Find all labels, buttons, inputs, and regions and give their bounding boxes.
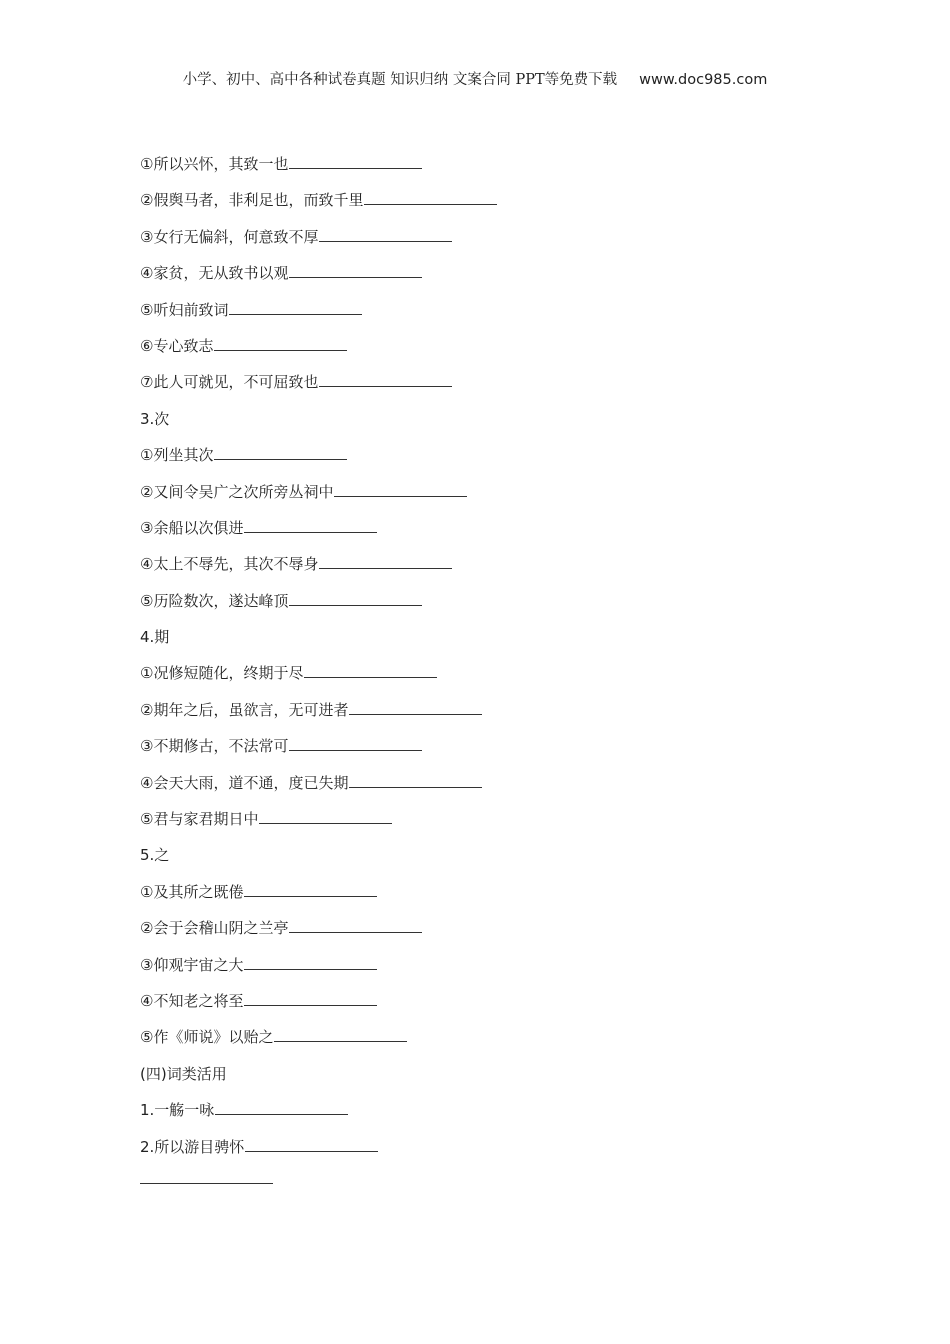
page-header bbox=[0, 68, 950, 89]
exercise-item bbox=[140, 910, 860, 946]
section-heading bbox=[140, 1056, 860, 1092]
answer-blank[interactable] bbox=[244, 531, 377, 533]
section-heading bbox=[140, 837, 860, 873]
answer-blank[interactable] bbox=[334, 495, 467, 497]
exercise-item bbox=[140, 874, 860, 910]
answer-blank[interactable] bbox=[274, 1040, 407, 1042]
answer-blank[interactable] bbox=[319, 385, 452, 387]
answer-blank[interactable] bbox=[319, 567, 452, 569]
answer-blank[interactable] bbox=[214, 349, 347, 351]
item-text: ①所以兴怀，其致一也 bbox=[140, 155, 289, 173]
item-text: ⑥专心致志 bbox=[140, 336, 214, 355]
exercise-item bbox=[140, 728, 860, 764]
item-text: ⑤历险数次，遂达峰顶 bbox=[140, 591, 289, 610]
answer-blank-standalone[interactable] bbox=[140, 1169, 860, 1188]
answer-blank[interactable] bbox=[319, 240, 452, 242]
exercise-item bbox=[140, 947, 860, 983]
exercise-item bbox=[140, 692, 860, 728]
exercise-item bbox=[140, 292, 860, 328]
section-heading bbox=[140, 619, 860, 655]
exercise-item bbox=[140, 983, 860, 1019]
exercise-list bbox=[140, 146, 860, 1165]
answer-blank[interactable] bbox=[289, 276, 422, 278]
item-text: ③女行无偏斜，何意致不厚 bbox=[140, 227, 319, 246]
section-heading bbox=[140, 401, 860, 437]
answer-blank[interactable] bbox=[289, 931, 422, 933]
item-text: (四)词类活用 bbox=[140, 1064, 227, 1083]
answer-blank[interactable] bbox=[229, 313, 362, 315]
item-text: ②期年之后，虽欲言，无可进者 bbox=[140, 700, 349, 719]
exercise-item bbox=[140, 474, 860, 510]
answer-blank[interactable] bbox=[289, 604, 422, 606]
exercise-item bbox=[140, 182, 860, 218]
item-text: ⑤君与家君期日中 bbox=[140, 810, 259, 829]
exercise-item bbox=[140, 765, 860, 801]
item-text: ④会天大雨，道不通，度已失期 bbox=[140, 773, 349, 792]
exercise-item bbox=[140, 255, 860, 291]
item-text: ①况修短随化，终期于尽 bbox=[140, 664, 304, 683]
exercise-item bbox=[140, 1129, 860, 1165]
item-text: 2.所以游目骋怀 bbox=[140, 1137, 245, 1156]
item-text: ③余船以次俱进 bbox=[140, 518, 244, 537]
answer-blank[interactable] bbox=[244, 1004, 377, 1006]
exercise-item bbox=[140, 655, 860, 691]
exercise-item bbox=[140, 146, 860, 182]
answer-blank[interactable] bbox=[244, 895, 377, 897]
exercise-item bbox=[140, 437, 860, 473]
item-text: ⑦此人可就见，不可屈致也 bbox=[140, 373, 319, 392]
item-text: 3.次 bbox=[140, 409, 170, 428]
item-text: ②又间令吴广之次所旁丛祠中 bbox=[140, 482, 334, 501]
item-text: ③仰观宇宙之大 bbox=[140, 955, 244, 974]
item-text: 1.一觞一咏 bbox=[140, 1101, 215, 1120]
item-text: ①及其所之既倦 bbox=[140, 882, 244, 901]
exercise-item bbox=[140, 1092, 860, 1128]
answer-blank[interactable] bbox=[349, 713, 482, 715]
answer-blank[interactable] bbox=[140, 1182, 273, 1184]
item-text: 4.期 bbox=[140, 628, 170, 647]
exercise-item bbox=[140, 219, 860, 255]
exercise-content bbox=[140, 146, 860, 1188]
exercise-item bbox=[140, 583, 860, 619]
answer-blank[interactable] bbox=[245, 1150, 378, 1152]
item-text: ⑤作《师说》以贻之 bbox=[140, 1028, 274, 1047]
answer-blank[interactable] bbox=[289, 749, 422, 751]
exercise-item bbox=[140, 510, 860, 546]
exercise-item bbox=[140, 801, 860, 837]
answer-blank[interactable] bbox=[215, 1113, 348, 1115]
item-text: ④不知老之将至 bbox=[140, 991, 244, 1010]
item-text: ②会于会稽山阴之兰亭 bbox=[140, 919, 289, 938]
answer-blank[interactable] bbox=[364, 203, 497, 205]
exercise-item bbox=[140, 364, 860, 400]
answer-blank[interactable] bbox=[259, 822, 392, 824]
answer-blank[interactable] bbox=[289, 167, 422, 169]
exercise-item bbox=[140, 546, 860, 582]
item-text: ④家贫，无从致书以观 bbox=[140, 264, 289, 283]
exercise-item bbox=[140, 1019, 860, 1055]
item-text: ①列坐其次 bbox=[140, 446, 214, 465]
item-text: ⑤听妇前致词 bbox=[140, 300, 229, 319]
exercise-item bbox=[140, 328, 860, 364]
item-text: ④太上不辱先，其次不辱身 bbox=[140, 555, 319, 574]
header-text: 小学、初中、高中各种试卷真题 知识归纳 文案合同 PPT等免费下载 bbox=[182, 72, 618, 88]
item-text: ③不期修古，不法常可 bbox=[140, 737, 289, 756]
item-text: ②假舆马者，非利足也，而致千里 bbox=[140, 191, 364, 210]
answer-blank[interactable] bbox=[244, 968, 377, 970]
item-text: 5.之 bbox=[140, 846, 170, 865]
answer-blank[interactable] bbox=[214, 458, 347, 460]
header-url[interactable]: www.doc985.com bbox=[639, 72, 768, 88]
answer-blank[interactable] bbox=[304, 676, 437, 678]
answer-blank[interactable] bbox=[349, 786, 482, 788]
